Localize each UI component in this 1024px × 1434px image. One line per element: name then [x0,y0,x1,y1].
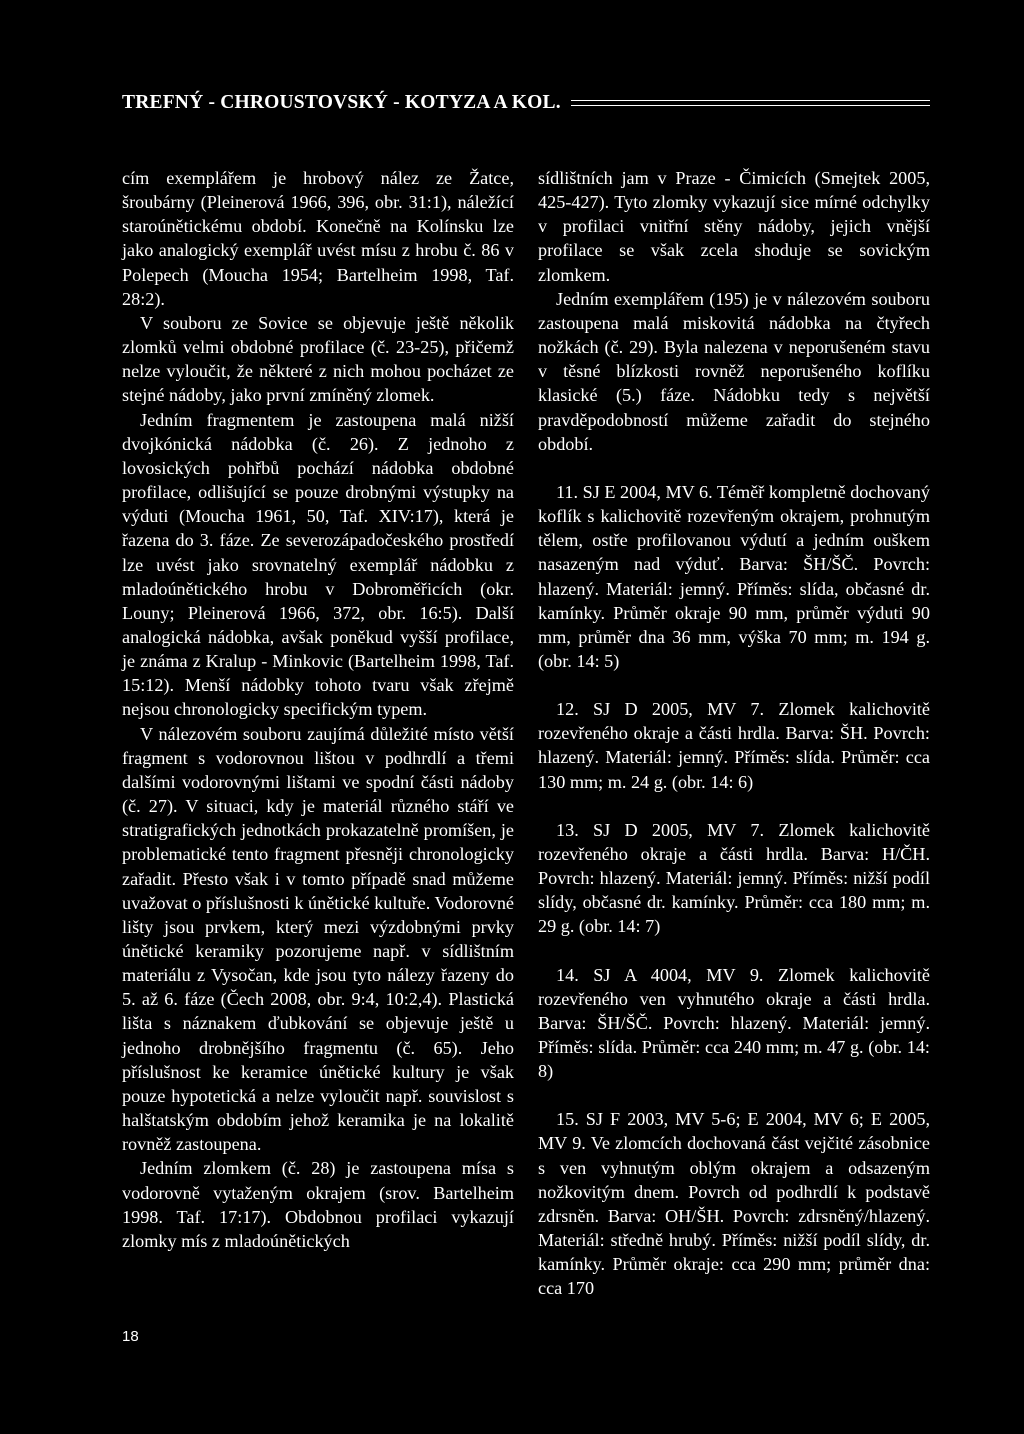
running-header [122,92,930,114]
paragraph: Jedním exemplářem (195) je v nálezovém souboru zastoupena malá miskovitá nádobka na čtyřech nožkách (č. 29). Byla nalezena v neporušeném stavu v těsné blízkosti rovněž neporušeného koflíku klasické (5.) fáze. Nádobku tedy s největší pravděpodobností můžeme zařadit do stejného období. [538,288,930,454]
catalog-entry: 11. SJ E 2004, MV 6. Téměř kompletně dochovaný koflík s kalichovitě rozevřeným okrajem, prohnutým tělem, ostře profilovanou výdutí a jedním ouškem nasazeným nad výduť. Barva: ŠH/ŠČ. Povrch: hlazený. Materiál: jemný. Příměs: slída, občasné dr. kamínky. Průměr okraje 90 mm, průměr výduti 90 mm, průměr dna 36 mm, výška 70 mm; m. 194 g. (obr. 14: 5) [538,481,930,671]
catalog-entry: 13. SJ D 2005, MV 7. Zlomek kalichovitě rozevřeného okraje a části hrdla. Barva: H/ČH. Povrch: hlazený. Materiál: jemný. Příměs: nižší podíl slídy, občasné dr. kamínky. Průměr: cca 180 mm; m. 29 g. (obr. 14: 7) [538,819,930,937]
paragraph: Jedním zlomkem (č. 28) je zastoupena mísa s vodorovně vytaženým okrajem (srov. Bartelheim 1998. Taf. 17:17). Obdobnou profilaci vykazují zlomky mís z mladoúnětických [122,1158,514,1251]
header-title: TREFNÝ - CHROUSTOVSKÝ - KOTYZA A KOL. [122,92,561,113]
right-column [538,166,930,1301]
catalog-entry: 12. SJ D 2005, MV 7. Zlomek kalichovitě rozevřeného okraje a části hrdla. Barva: ŠH. Povrch: hlazený. Materiál: jemný. Příměs: slída. Průměr: cca 130 mm; m. 24 g. (obr. 14: 6) [538,699,930,792]
catalog-entry: 15. SJ F 2003, MV 5-6; E 2004, MV 6; E 2005, MV 9. Ve zlomcích dochovaná část vejčité zásobnice s ven vyhnutým oblým okrajem a odsazeným nožkovitým dnem. Povrch od podhrdlí k podstavě zdrsněn. Barva: OH/ŠH. Povrch: zdrsněný/hlazený. Materiál: středně hrubý. Příměs: nižší podíl slídy, dr. kamínky. Průměr okraje: cca 290 mm; průměr dna: cca 170 [538,1109,930,1299]
catalog-entry: 14. SJ A 4004, MV 9. Zlomek kalichovitě rozevřeného ven vyhnutého okraje a části hrdla. Barva: ŠH/ŠČ. Povrch: hlazený. Materiál: jemný. Příměs: slída. Průměr: cca 240 mm; m. 47 g. (obr. 14: 8) [538,964,930,1082]
header-rule [571,100,930,106]
page-number: 18 [122,1328,139,1345]
paragraph: Jedním fragmentem je zastoupena malá nižší dvojkónická nádobka (č. 26). Z jednoho z lovosických pohřbů pochází nádobka obdobné profilace, odlišující se pouze drobnými výstupky na výduti (Moucha 1961, 50, Taf. XIV:17), která je řazena do 3. fáze. Ze severozápadočeského prostředí lze uvést jako srovnatelný exemplář nádobku z mladoúnětického hrobu v Dobroměřicích (okr. Louny; Pleinerová 1966, 372, obr. 16:5). Další analogická nádobka, avšak poněkud vyšší profilace, je známa z Kralup - Minkovic (Bartelheim 1998, Taf. 15:12). Menší nádobky tohoto tvaru však zřejmě nejsou chronologicky specifickým typem. [122,409,514,720]
paragraph: cím exemplářem je hrobový nález ze Žatce, šroubárny (Pleinerová 1966, 396, obr. 31:1), náležící staroúnětickému období. Konečně na Kolínsku lze jako analogický exemplář uvést mísu z hrobu č. 86 v Polepech (Moucha 1954; Bartelheim 1998, Taf. 28:2). [122,168,514,309]
paragraph: V souboru ze Sovice se objevuje ještě několik zlomků velmi obdobné profilace (č. 23-25), přičemž nelze vyloučit, že některé z nich mohou pocházet ze stejné nádoby, jako první zmíněný zlomek. [122,312,514,406]
paragraph: V nálezovém souboru zaujímá důležité místo větší fragment s vodorovnou lištou v podhrdlí a třemi dalšími vodorovnými lištami ve spodní části nádoby (č. 27). V situaci, kdy je materiál různého stáří ve stratigrafických jednotkách prokazatelně promíšen, je problematické tento fragment přesněji chronologicky zařadit. Přesto však i v tomto případě snad můžeme uvažovat o příslušnosti k únětické kultuře. Vodorovné lišty jsou prvkem, který mezi výzdobnými prvky únětické keramiky pozorujeme např. v sídlištním materiálu z Vysočan, kde jsou tyto nálezy řazeny do 5. až 6. fáze (Čech 2008, obr. 9:4, 10:2,4). Plastická lišta s náznakem ďubkování se objevuje ještě u jednoho drobnějšího fragmentu (č. 65). Jeho příslušnost ke keramice únětické kultury je však pouze hypotetická a nelze vyloučit např. souvislost s halštatským obdobím jehož keramika je na lokalitě rovněž zastoupena. [122,723,514,1155]
left-column [122,166,514,1253]
paragraph: sídlištních jam v Praze - Čimicích (Smejtek 2005, 425-427). Tyto zlomky vykazují sice mírné odchylky v profilaci vnitřní stěny nádoby, jejich vnější profilace se však zcela shoduje se sovickým zlomkem. [538,168,930,285]
